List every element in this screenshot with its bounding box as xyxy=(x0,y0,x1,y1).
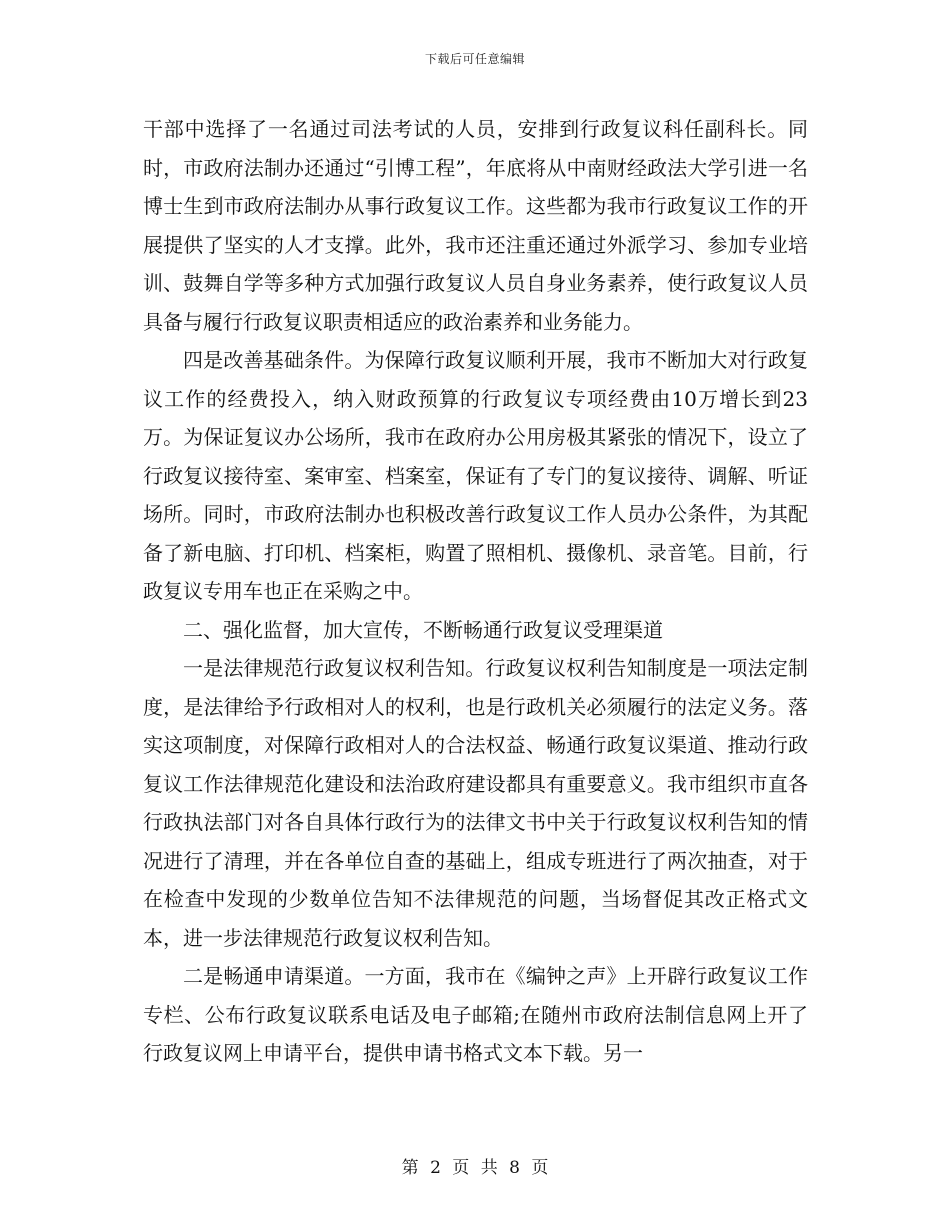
paragraph-1: 干部中选择了一名通过司法考试的人员，安排到行政复议科任副科长。同时，市政府法制办还通过“引博工程”，年底将从中南财经政法大学引进一名博士生到市政府法制办从事行政复议工作。这些都为我市行政复议工作的开展提供了坚实的人才支撑。此外，我市还注重还通过外派学习、参加专业培训、鼓舞自学等多种方式加强行政复议人员自身业务素养，使行政复议人员具备与履行行政复议职责相适应的政治素养和业务能力。 xyxy=(143,117,808,334)
document-body xyxy=(143,110,808,1073)
page-number: 第 2 页 共 8 页 xyxy=(401,1158,549,1178)
paragraph-3: 一是法律规范行政复议权利告知。行政复议权利告知制度是一项法定制度，是法律给予行政相对人的权利，也是行政机关必须履行的法定义务。落实这项制度，对保障行政相对人的合法权益、畅通行政复议渠道、推动行政复议工作法律规范化建设和法治政府建设都具有重要意义。我市组织市直各行政执法部门对各自具体行政行为的法律文书中关于行政复议权利告知的情况进行了清理，并在各单位自查的基础上，组成专班进行了两次抽查，对于在检查中发现的少数单位告知不法律规范的问题，当场督促其改正格式文本，进一步法律规范行政复议权利告知。 xyxy=(143,656,808,950)
section-heading: 二、强化监督，加大宣传，不断畅通行政复议受理渠道 xyxy=(183,617,663,642)
paragraph-2: 四是改善基础条件。为保障行政复议顺利开展，我市不断加大对行政复议工作的经费投入，纳入财政预算的行政复议专项经费由10万增长到23万。为保证复议办公场所，我市在政府办公用房极其紧张的情况下，设立了行政复议接待室、案审室、档案室，保证有了专门的复议接待、调解、听证场所。同时，市政府法制办也积极改善行政复议工作人员办公条件，为其配备了新电脑、打印机、档案柜，购置了照相机、摄像机、录音笔。目前，行政复议专用车也正在采购之中。 xyxy=(143,348,808,603)
page-header: 下载后可任意编辑 xyxy=(424,52,525,66)
paragraph-4: 二是畅通申请渠道。一方面，我市在《编钟之声》上开辟行政复议工作专栏、公布行政复议联系电话及电子邮箱;在随州市政府法制信息网上开了行政复议网上申请平台，提供申请书格式文本下载。另一 xyxy=(143,964,808,1065)
